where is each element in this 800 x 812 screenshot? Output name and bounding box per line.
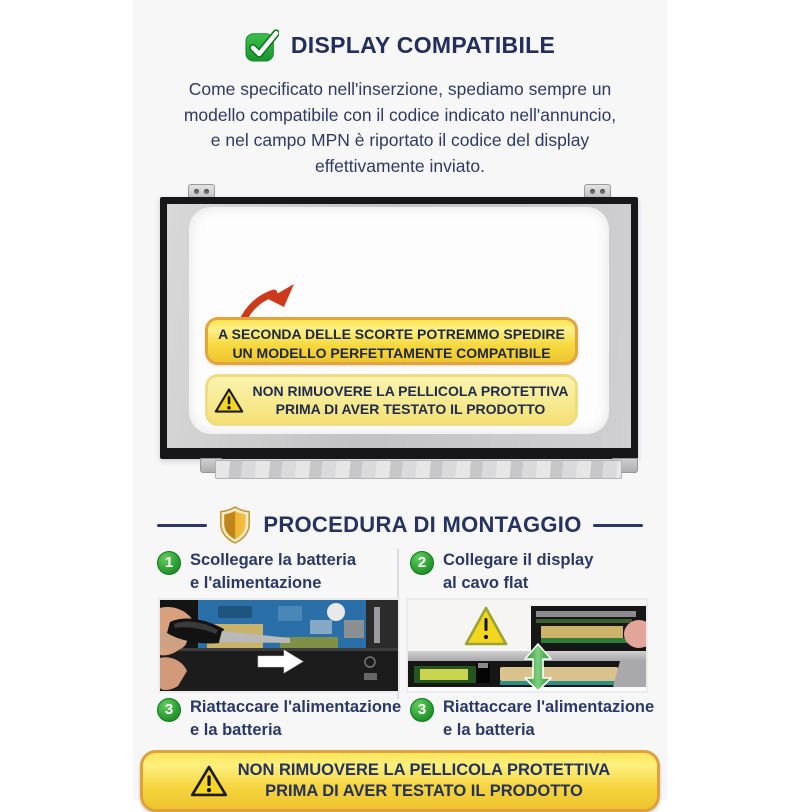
intro-line: e nel campo MPN è riportato il codice del display — [210, 130, 590, 150]
panel-frame — [160, 197, 638, 459]
step-badge-3-left: 3 — [157, 698, 181, 722]
stock-banner-line: A SECONDA DELLE SCORTE POTREMMO SPEDIRE — [218, 326, 565, 342]
content-column — [133, 0, 667, 800]
step-text-3-left — [190, 696, 401, 742]
photo-disconnect-battery — [160, 600, 398, 691]
footer-warning-line: PRIMA DI AVER TESTATO IL PRODOTTO — [265, 782, 583, 800]
step-line: Scollegare la batteria — [190, 551, 356, 569]
page-header — [133, 28, 667, 62]
laptop-panel-figure — [160, 184, 638, 482]
step-line: e l'alimentazione — [190, 574, 322, 592]
flat-cable — [500, 667, 618, 681]
warning-icon — [214, 387, 244, 414]
intro-paragraph — [133, 77, 667, 179]
film-warning-line: PRIMA DI AVER TESTATO IL PRODOTTO — [275, 401, 546, 417]
header-rule-left — [157, 524, 207, 527]
step-text-1 — [190, 549, 356, 595]
intro-line: Come specificato nell'inserzione, spediamo sempre un — [188, 79, 612, 99]
procedure-header — [153, 506, 647, 544]
battery — [160, 648, 398, 691]
page-title: DISPLAY COMPATIBILE — [290, 31, 556, 58]
step-text-2 — [443, 549, 593, 595]
inset-flat-cable — [541, 626, 623, 638]
film-warning-banner — [205, 374, 578, 426]
step-line: e la batteria — [190, 721, 282, 739]
foil-strip — [215, 460, 622, 479]
stock-banner-line: UN MODELLO PERFETTAMENTE COMPATIBILE — [232, 344, 551, 361]
footer-warning-banner — [140, 750, 660, 812]
step-line: Riattaccare l'alimentazione — [443, 698, 655, 716]
shield-icon — [218, 506, 252, 544]
footer-warning-line: NON RIMUOVERE LA PELLICOLA PROTETTIVA — [237, 761, 611, 779]
intro-line: modello compatibile con il codice indicato nell'annuncio, — [183, 104, 617, 125]
procedure-title: PROCEDURA DI MONTAGGIO — [263, 512, 582, 537]
header-rule-right — [593, 524, 643, 527]
step-text-3-right — [443, 696, 654, 742]
step-badge-1: 1 — [157, 551, 181, 575]
photo-connect-flat-cable — [408, 600, 646, 691]
step-line: Riattaccare l'alimentazione — [190, 698, 402, 716]
warning-icon — [190, 764, 228, 798]
step-badge-3-right: 3 — [410, 698, 434, 722]
intro-line: effettivamente inviato. — [315, 155, 485, 176]
step-line: al cavo flat — [443, 574, 529, 592]
round-sticker — [327, 603, 345, 621]
check-badge-icon — [245, 28, 279, 62]
step-badge-2: 2 — [410, 551, 434, 575]
step-line: e la batteria — [443, 721, 535, 739]
stock-banner — [205, 317, 578, 365]
step-line: Collegare il display — [443, 551, 594, 569]
film-warning-line: NON RIMUOVERE LA PELLICOLA PROTETTIVA — [252, 382, 569, 399]
